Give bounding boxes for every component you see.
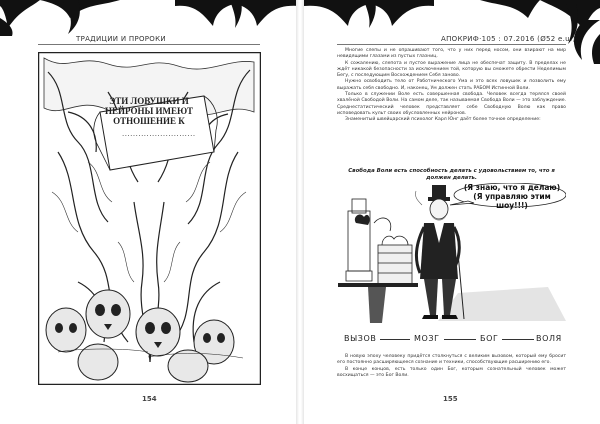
chain-connector [502, 339, 534, 340]
body-text-bottom [337, 354, 566, 379]
left-page-number: 154 [142, 395, 157, 403]
paragraph: Только в служении Воле есть совершенная свобода. Человек всегда терялся своей хвалёной Свободой Воли. На самом деле, так называемая Свобода Воли — это заблуждение. Среднестатистический человек представляет себе Свободную Волю как право исповедовать культ своих обусловленных нейронов. [337, 92, 566, 116]
right-header-rule [337, 44, 566, 45]
paragraph: Нужно освободить тело от Работнического Ума и это всех ловушек и позволить ему выражать себя свободно. И, наконец, Ум должен стать РАБОМ Истинной Воли. [337, 79, 566, 91]
chain-connector [444, 339, 476, 340]
left-page [0, 0, 296, 424]
speech-bubble-text: (Я знаю, что я делаю) (Я управляю этим шоу!!!) [463, 183, 561, 210]
right-page-number: 155 [443, 395, 458, 403]
paragraph: В новую эпоху человеку придётся столкнуться с великим вызовом, который ему бросит его постоянно расширяющееся сознание и техники, способствующие расширению его. [337, 354, 566, 366]
paragraph: Знаменитый швейцарский психолог Карл Юнг даёт более точное определение: [345, 117, 541, 123]
chain-word-will: ВОЛЯ [536, 334, 562, 343]
paragraph: К сожалению, слепота и пустое выражение лица не обеспечат защиту. В пределах не ждёт никакой безопасности за исключением той, которую вы сможете обрести Неделимым Бегу, с последующим Восхождением Себя заново. [337, 60, 566, 79]
body-text-top [337, 48, 566, 124]
chain-word-god: БОГ [480, 334, 499, 343]
concept-chain [340, 333, 564, 347]
illustration-banner-dots: ........................... [122, 130, 196, 138]
ornament-top-left [0, 0, 120, 36]
ornament-top-right-center [304, 0, 434, 30]
book-gutter [296, 0, 304, 424]
paragraph: В конце концов, есть только один Бог, которым сознательный человек может восхищаться — это Бог Воли. [337, 366, 566, 378]
right-header: АПОКРИФ·105 : 07.2016 (Ø52 e.u.) [441, 35, 576, 43]
chain-connector [380, 339, 410, 340]
paragraph: Многие слепы и не опрашивают того, что у них перед носом, они взирают на мир невидящими глазами из пустых глазниц. [337, 48, 566, 60]
jung-quote: Свобода Воли есть способность делать с удовольствием то, что я должен делать. [348, 168, 555, 181]
illustration-banner-text: ЭТИ ЛОВУШКИ И НЕЙРОНЫ ИМЕЮТ ОТНОШЕНИЕ К [105, 96, 193, 126]
chain-word-challenge: ВЫЗОВ [344, 334, 377, 343]
chain-word-brain: МОЗГ [414, 334, 440, 343]
left-header-rule [38, 44, 260, 45]
left-header: ТРАДИЦИИ И ПРОРОКИ [76, 35, 166, 43]
ornament-top-center [175, 0, 300, 30]
